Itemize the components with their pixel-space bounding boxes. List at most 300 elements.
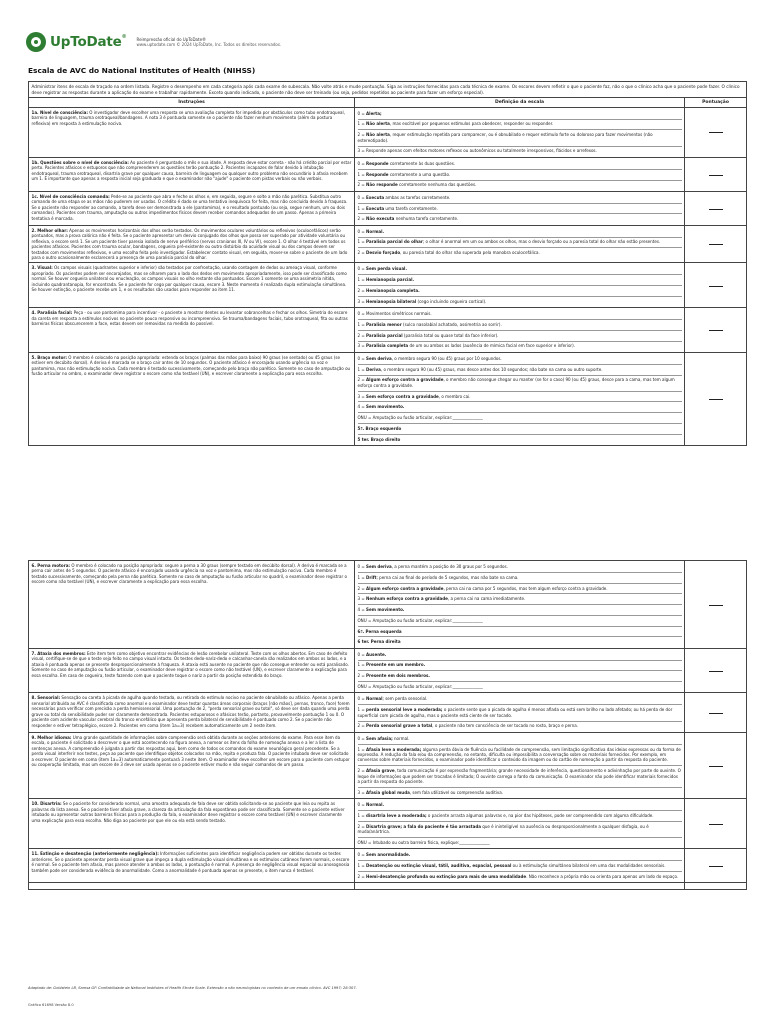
item-title: 1a. Nível de consciência: <box>31 109 89 115</box>
definition-cell <box>355 352 685 445</box>
option-prefix: 2 = <box>357 132 367 138</box>
scale-option <box>358 423 682 432</box>
option-description: ONU = Amputação ou fusão articular, explicar:_______________ <box>357 415 483 421</box>
option-prefix: 1 = <box>357 205 367 211</box>
scale-option <box>358 401 682 410</box>
score-cell[interactable] <box>685 191 747 225</box>
option-label: disartria leve a moderada; <box>366 813 427 819</box>
scale-option <box>358 129 682 144</box>
option-description: ONU = Intubado ou outra barreira física, explique:_______________ <box>357 840 490 846</box>
option-prefix: 1 = <box>357 707 367 713</box>
option-label: Sem deriva <box>366 564 392 569</box>
option-label: Sem deriva <box>366 355 392 361</box>
graphic-version: Gráfico 61698 Versão 8.0 <box>28 1003 74 1007</box>
table-row <box>29 849 747 883</box>
scale-option <box>358 265 682 272</box>
option-prefix: 2 = <box>357 377 367 383</box>
option-prefix: 1 = <box>357 366 367 372</box>
reprint-line-1: Reimpressão oficial do UpToDate® <box>136 36 207 42</box>
option-description: , requer estimulação repetida para comparecer, ou é obnubilado e requer estímulo forte ou doloroso para fazer movimentos (não estereotipado). <box>357 132 653 143</box>
score-cell[interactable] <box>685 648 747 693</box>
scale-option <box>358 583 682 592</box>
score-blank-line <box>709 605 723 606</box>
scale-option <box>358 615 682 624</box>
option-label: Presente em dois membros. <box>366 673 430 679</box>
definition-cell <box>355 799 685 849</box>
empty-cell <box>685 883 747 890</box>
empty-cell <box>29 883 355 890</box>
item-instructions: Uma grande quantidade de informações sobre compreensão será obtida durante as seções anteriores do exame. Para esse item da escala, o paciente é solicitado a descrever o que está acontecendo na figura anexa, a nomear os itens da folha de nomeação anexa e a ler a lista de sentenças anexa. A compreensão é julgada a partir das respostas aqui, bem como de todos os comandos do exame neurológico geral precedente. Se a perda visual interferir nos testes, peça ao paciente que identifique objetos colocados na mão, repita e produza fala. O paciente intubado deve ser solicitado a escrever. O paciente em coma (item 1a=3) automaticamente pontuará 3 neste item. O examinador deve escolher um escore para o paciente com estupor ou cooperação limitada, mas um escore de 3 deve ser usado apenas se o paciente estiver mudo e não seguir comandos de um passo. <box>31 734 350 768</box>
option-prefix: 2 = <box>357 585 367 591</box>
option-label: 6 ter. Perna direita <box>357 639 401 645</box>
option-label: Não executa <box>366 216 395 222</box>
column-header-definition: Definição da escala <box>355 98 685 107</box>
option-label: Alerta; <box>366 110 382 116</box>
option-label: Paralisia completa <box>366 343 409 349</box>
scale-option <box>358 247 682 256</box>
option-description: (sulco nasolabial achatado, assimetria ao sorrir). <box>401 321 502 327</box>
option-label: Sem movimento. <box>366 404 405 410</box>
option-prefix: 0 = <box>357 355 367 361</box>
option-description: , mas excitável por pequenos estímulos para obedecer, responder ou responder. <box>389 121 554 127</box>
scale-option <box>358 851 682 858</box>
table-row <box>29 308 747 353</box>
option-description: uma tarefa corretamente. <box>384 205 438 211</box>
option-description: corretamente a uma questão. <box>388 171 451 177</box>
option-label: Não responde <box>366 182 398 188</box>
definition-cell <box>355 849 685 883</box>
scale-option <box>358 194 682 201</box>
option-label: Sem afasia; <box>366 735 393 741</box>
option-prefix: 1 = <box>357 863 367 869</box>
score-cell[interactable] <box>685 263 747 308</box>
option-prefix: 3 = <box>357 343 367 349</box>
score-blank-line <box>709 713 723 714</box>
scale-option <box>358 821 682 836</box>
option-prefix: 1 = <box>357 746 367 752</box>
scale-option <box>358 375 682 390</box>
item-instructions: O investigador deve escolher uma resposta se uma avaliação completa for impedida por obstáculos como tubo endotraqueal, barreira de linguagem, trauma orotraqueal/bandagens. A nota 3 é pontuada somente se o paciente não fazer nenhum movimento (além da postura reflexiva) em resposta à estimulação nociva. <box>31 109 345 126</box>
option-prefix: 2 = <box>357 673 367 679</box>
option-prefix: 4 = <box>357 607 367 612</box>
option-description: corretamente às duas questões. <box>388 160 456 166</box>
scale-option <box>358 160 682 167</box>
score-blank-line <box>709 209 723 210</box>
item-instructions: Peça - ou use pantomima para incentivar - o paciente a mostrar dentes ou levantar sobrancelhas e fechar os olhos. Simetria do escore da careta em resposta a estímulos nocivos no paciente pouco responsivo ou incompreensivo. Se trauma/bandagens faciais, tubo orotraqueal, fita ou outras barreiras físicas obscurecerem a face, estas devem ser removidas na medida do possível. <box>31 310 348 327</box>
score-cell[interactable] <box>685 693 747 732</box>
scale-option <box>358 213 682 222</box>
score-blank-line <box>709 244 723 245</box>
option-prefix: 1 = <box>357 239 367 245</box>
option-label: Algum esforço contra a gravidade <box>366 585 444 591</box>
instruction-cell <box>29 732 355 799</box>
instruction-cell <box>29 225 355 263</box>
table-row <box>29 693 747 732</box>
option-label: Paralisia parcial do olhar <box>366 239 423 245</box>
scale-option <box>358 721 682 730</box>
scale-option <box>358 285 682 294</box>
option-label: Normal <box>366 696 383 702</box>
instruction-cell <box>29 157 355 191</box>
option-description: , a perna mantém a posição de 30 graus por 5 segundos. <box>391 564 508 569</box>
instruction-cell <box>29 352 355 445</box>
table-row <box>29 799 747 849</box>
option-prefix: 4 = <box>357 404 367 410</box>
item-instructions: Informações suficientes para identificar negligência podem ser obtidas durante os testes anteriores. Se o paciente apresentar perda visual grave que impeça a dupla estimulação visual simultânea e os estímulos cutâneos forem normais, o escore é normal. Se o paciente tem afasia, mas parece atender a ambos os lados, a pontuação é normal. A presença de negligência visual espacial ou anosognosia também pode ser considerada evidência de anormalidade. Como a anormalidade é pontuada apenas se presente, o item nunca é testável. <box>31 851 350 873</box>
scale-option <box>358 355 682 362</box>
option-description: , toda comunicação é por expressão fragmentária; grande necessidade de inferência, questionamento e adivinhação por parte do ouvinte. O leque de informações que podem ser trocadas é limitado; O ouvinte carrega o fardo da comunicação. O examinador não pode identificar materiais fornecidos a partir da resposta do paciente. <box>357 768 681 785</box>
scale-option <box>358 169 682 178</box>
option-description: ; sem perda sensorial. <box>382 696 428 702</box>
option-label: Desvio forçado <box>366 250 401 256</box>
score-blank-line <box>709 330 723 331</box>
option-label: 5ª. Braço esquerdo <box>357 425 402 431</box>
item-title: 11. Extinção e desatenção (anteriormente negligência): <box>31 851 159 857</box>
blank-row <box>29 883 747 890</box>
reprint-notice <box>136 37 281 48</box>
scale-option <box>358 341 682 350</box>
item-instructions: O membro é colocado na posição apropriada: segure a perna a 30 graus (sempre testado em decúbito dorsal). A deriva é marcada se a perna cair antes de 5 segundos. O paciente afásico é encorajado usando urgência na voz e pantomima, mas não estimulação nociva. Cada membro é testado sucessivamente, começando pela perna não parética. Somente no caso de amputação ou fusão articular no quadril, o examinador deve registrar o escore como não testável (UN), e escrever claramente a explicação para essa escolha. <box>31 563 347 585</box>
option-label: Afasia leve a moderada; <box>366 746 422 752</box>
option-prefix: 1 = <box>357 121 367 127</box>
option-description: ONU = Amputação ou fusão articular, explicar:_______________ <box>357 617 483 623</box>
option-description: Responde apenas com efeitos motores reflexos ou autonômicos ou totalmente irresponsivos, flácidos e arrefexos. <box>366 148 597 154</box>
instruction-cell <box>29 107 355 157</box>
option-label: Algum esforço contra a gravidade <box>366 377 444 383</box>
score-cell[interactable] <box>685 157 747 191</box>
scale-option <box>358 391 682 400</box>
option-label: Hemianopsia completa. <box>366 287 420 293</box>
option-label: 6ª. Perna esquerda <box>357 628 402 634</box>
instruction-cell <box>29 561 355 649</box>
scale-option <box>358 801 682 808</box>
item-title: 4. Paralisia facial: <box>31 310 73 316</box>
option-prefix: 0 = <box>357 311 367 317</box>
empty-cell <box>355 883 685 890</box>
definition-cell <box>355 308 685 353</box>
option-prefix: 2 = <box>357 182 367 188</box>
uptodate-logo-icon <box>26 32 46 52</box>
option-description: , a perna cai na cama imediatamente. <box>447 596 526 602</box>
score-blank-line <box>709 286 723 287</box>
scale-option <box>358 310 682 317</box>
option-label: Hemi-desatenção profunda ou extinção para mais de uma modalidade <box>366 873 527 879</box>
option-description: nenhuma tarefa corretamente. <box>394 216 459 222</box>
option-description: normal. <box>392 735 410 741</box>
option-label: Responde <box>366 160 389 166</box>
item-instructions: Este item tem como objetivo encontrar evidências de lesão cerebelar unilateral. Teste com os olhos abertos. Em caso de defeito visual, certifique-se de que o teste seja feito no campo visual intacto. Os testes dedo-nariz-dedo e calcanhar-canela são realizados em ambos os lados, e a ataxia é pontuada apenas se presente desproporcionalmente à fraqueza. A ataxia está ausente no paciente que não consegue entender ou está paralisado. Somente no caso de amputação ou fusão articular, o examinador deve registrar o escore como não testável (UN), e escrever claramente a explicação para essa escolha. Em caso de cegueira, teste fazendo com que o paciente toque o nariz a partir da posição estendida do braço. <box>31 650 349 678</box>
option-description: o paciente arrasta algumas palavras e, na pior das hipóteses, pode ser compreendido com alguma dificuldade. <box>426 813 654 819</box>
option-label: Sem movimento. <box>366 607 405 612</box>
option-prefix: 1 = <box>357 574 367 580</box>
option-prefix: 0 = <box>357 696 367 702</box>
option-prefix: 0 = <box>357 651 367 657</box>
option-description: o paciente sente que a picada de agulha é menos afiada ou está sem brilho no lado afetado; ou há perda de dor superficial com picada de agulha, mas o paciente está ciente de ser tocado. <box>357 707 673 718</box>
option-description: , sem fala utilizável ou compreensão auditiva. <box>409 789 504 795</box>
scale-option <box>358 296 682 305</box>
option-description: , perna cai na cama por 5 segundos, mas tem algum esforço contra a gravidade. <box>443 585 608 591</box>
score-cell[interactable] <box>685 732 747 799</box>
score-cell[interactable] <box>685 561 747 649</box>
option-description: ou à estimulação simultânea bilateral em uma das modalidades sensoriais. <box>511 863 666 869</box>
option-description: ; o olhar é anormal em um ou ambos os olhos, mas o desvio forçado ou a paresia total do olhar não estão presentes. <box>422 239 661 245</box>
score-blank-line <box>709 824 723 825</box>
uptodate-logo <box>26 32 281 52</box>
instruction-cell <box>29 799 355 849</box>
instruction-cell <box>29 693 355 732</box>
option-description: ambas as tarefas corretamente. <box>384 194 451 200</box>
option-prefix: 2 = <box>357 250 367 256</box>
table-row <box>29 263 747 308</box>
scale-option <box>358 765 682 785</box>
definition-cell <box>355 191 685 225</box>
table-row <box>29 191 747 225</box>
option-label: 5 ter. Braço direito <box>357 436 401 442</box>
scale-option <box>358 604 682 613</box>
option-prefix: 2 = <box>357 723 367 729</box>
scale-option <box>358 704 682 719</box>
score-blank-line <box>709 766 723 767</box>
instruction-cell <box>29 263 355 308</box>
option-prefix: 1 = <box>357 171 367 177</box>
scale-option <box>358 434 682 443</box>
scale-option <box>358 744 682 764</box>
instruction-cell <box>29 191 355 225</box>
scale-option <box>358 330 682 339</box>
item-instructions: Sensação ou careta à picada de agulha quando testada, ou retirada do estímulo nocivo no paciente obnubilado ou afásico. Apenas a perda sensorial atribuída ao AVC é classificada como anormal e o examinador deve testar quantas áreas corporais (braços [não mãos], pernas, tronco, face) forem necessárias para verificar com precisão a perda hemissensorial. Uma pontuação de 2, "perda sensorial grave ou total", só deve ser dada quando uma perda grave ou total da sensibilidade puder ser claramente demonstrada. Pacientes estuporosos e afásicos terão, portanto, provavelmente pontuação 1 ou 0. O paciente com acidente vascular cerebral do tronco encefálico que apresenta perda bilateral de sensibilidade é pontuado como 2. Se o paciente não responder e estiver tetraplégico, escore 2. Pacientes em coma (item 1a=3) recebem automaticamente um 2 neste item. <box>31 695 350 728</box>
item-title: 1c. Nível de consciência comanda: <box>31 193 110 199</box>
option-description: , o membro não consegue chegar ou manter (se for o caso) 90 (ou 45) graus, desce para a cama, mas tem algum esforço contra a gravidade. <box>357 377 675 388</box>
scale-option <box>358 203 682 212</box>
scale-option <box>358 871 682 880</box>
item-title: 10. Disartria: <box>31 801 62 807</box>
option-label: Drift <box>366 574 377 580</box>
option-description: Movimentos simétricos normais. <box>366 311 432 317</box>
score-cell[interactable] <box>685 308 747 353</box>
scale-option <box>358 110 682 117</box>
option-prefix: 1 = <box>357 321 367 327</box>
option-prefix: 1 = <box>357 813 367 819</box>
option-label: Executa <box>366 194 385 200</box>
definition-cell <box>355 157 685 191</box>
option-label: Afasia grave <box>366 768 395 774</box>
option-prefix: 2 = <box>357 287 367 293</box>
option-prefix: 0 = <box>357 852 367 858</box>
scale-option <box>358 572 682 581</box>
scale-option <box>358 810 682 819</box>
definition-cell <box>355 693 685 732</box>
scale-option <box>358 670 682 679</box>
score-blank-line <box>709 671 723 672</box>
option-description: (paralisia total ou quase total da face inferior). <box>402 332 499 338</box>
option-label: Nenhum esforço contra a gravidade <box>366 596 448 602</box>
option-label: Deriva <box>366 366 381 372</box>
option-prefix: 0 = <box>357 564 367 569</box>
option-prefix: 0 = <box>357 194 367 200</box>
score-blank-line <box>709 175 723 176</box>
option-prefix: 2 = <box>357 332 367 338</box>
scale-option <box>358 787 682 796</box>
option-label: Sem anormalidade. <box>366 852 411 858</box>
scale-option <box>358 364 682 373</box>
item-title: 8. Sensorial: <box>31 695 61 701</box>
item-instructions: Apenas os movimentos horizontais dos olhos serão testados. Os movimentos oculares voluntários ou reflexivos (oculocefálicos) serão pontuados, mas a prova calórica não é feita. Se o paciente apresentar um desvio conjugado dos olhos que possa ser superado por atividade voluntária ou reflexiva, o escore será 1. Se um paciente tiver paresia isolada de nervo periférico (nervos cranianos III, IV ou VI), escore 1. O olhar é testável em todos os pacientes afásicos. Pacientes com trauma ocular, bandagens, cegueira pré-existente ou outro distúrbio da acuidade visual ou dos campos devem ser testados com movimentos reflexivos, e uma escolha feita pelo investigador. Estabelecer contato visual, em seguida, mover-se sobre o paciente de um lado para o outro ocasionalmente esclarecerá a presença de uma paralisia parcial do olhar. <box>31 227 348 260</box>
item-title: 6. Perna motora: <box>31 563 71 568</box>
option-label: Afasia global muda <box>366 789 410 795</box>
option-prefix: 2 = <box>357 216 367 222</box>
item-title: 2. Melhor olhar: <box>31 227 68 233</box>
table-row <box>29 732 747 799</box>
scale-option <box>358 319 682 328</box>
option-label: Sem perda visual. <box>366 266 407 272</box>
option-description: , o paciente não tem consciência de ser tocado no rosto, braço e perna. <box>432 723 578 729</box>
scale-option <box>358 119 682 128</box>
option-prefix: 3 = <box>357 393 367 399</box>
intro-text: Administrar itens de escala de traçado na ordem listada. Registre o desempenho em cada categoria após cada exame de subescala. Não volte atrás e mude pontuação. Siga as instruções fornecidas para cada técnica de exame. Os escores devem refletir o que o paciente faz, não o que o clínico acha que o paciente pode fazer. O clínico deve registrar as respostas durante a aplicação do exame e trabalhar rapidamente. Exceto quando indicado, o paciente não deve ser treinado (ou seja, pedidos repetidos ao paciente para fazer um esforço especial). <box>29 82 747 98</box>
option-description: (cego incluindo cegueira cortical). <box>416 298 487 304</box>
option-description: ; perna cai ao final do período de 5 segundos, mas não bate na cama. <box>376 574 519 580</box>
option-label: Hemianopsia parcial. <box>366 277 415 283</box>
instruction-cell <box>29 849 355 883</box>
score-blank-line <box>709 399 723 400</box>
option-label: Ausente. <box>366 651 387 657</box>
item-title: 5. Braço motor: <box>31 354 67 360</box>
scale-option <box>358 237 682 246</box>
option-description: , o membro segura 90 (ou 45) graus, mas desce antes dos 10 segundos; não bate na cama ou outro suporte. <box>380 366 603 372</box>
option-description: , o membro cai. <box>438 393 471 399</box>
option-description: , o membro segura 90 (ou 45) graus por 10 segundos. <box>391 355 502 361</box>
document-title: Escala de AVC do National Institutes of Health (NIHSS) <box>28 66 256 75</box>
option-description: ONU = Amputação ou fusão articular, explicar:_______________ <box>357 683 483 689</box>
score-cell[interactable] <box>685 849 747 883</box>
scale-option <box>358 735 682 742</box>
scale-option <box>358 274 682 283</box>
option-label: perda sensorial leve a moderada; <box>366 707 443 713</box>
item-title: 9. Melhor idioma: <box>31 734 72 740</box>
option-description: , ou paresia total do olhar não superada pela manobra oculocefálica. <box>400 250 540 256</box>
table-row <box>29 157 747 191</box>
option-label: Paralisia parcial <box>366 332 403 338</box>
item-title: 1b. Questões sobre o nível de consciência: <box>31 159 129 165</box>
nihss-table-part1 <box>28 81 747 446</box>
scale-option <box>358 146 682 155</box>
item-instructions: O membro é colocado na posição apropriada: estenda os braços (palmas das mãos para baixo) 90 graus (se sentado) ou 45 graus (se estiver em decúbito dorsal). A deriva é marcada se o braço cair antes de 10 segundos. O paciente afásico é encorajado usando urgência na voz e pantomima, mas não estimulação nociva. Cada membro é testado sucessivamente, começando pelo braço não parético. Somente no caso de amputação ou fusão articular no ombro, o examinador deve registrar o escore como não testável (UN), e escrever claramente a explicação para essa escolha. <box>31 354 351 377</box>
scale-option <box>358 593 682 602</box>
scale-option <box>358 626 682 635</box>
score-cell[interactable] <box>685 225 747 263</box>
definition-cell <box>355 732 685 799</box>
option-prefix: 0 = <box>357 110 367 116</box>
instruction-cell <box>29 308 355 353</box>
definition-cell <box>355 225 685 263</box>
scale-option <box>358 636 682 645</box>
definition-cell <box>355 107 685 157</box>
score-cell[interactable] <box>685 799 747 849</box>
definition-cell <box>355 648 685 693</box>
option-description: de um ou ambos os lados (ausência de mímica facial em face superior e inferior). <box>408 343 575 349</box>
instruction-cell <box>29 648 355 693</box>
scale-option <box>358 860 682 869</box>
option-prefix: 1 = <box>357 277 367 283</box>
option-label: Paralisia menor <box>366 321 402 327</box>
option-prefix: 2 = <box>357 768 367 774</box>
nihss-table-part2 <box>28 560 747 890</box>
option-label: Perda sensorial grave a total <box>366 723 433 729</box>
option-label: Não alerta <box>366 121 390 127</box>
option-label: Não alerta <box>366 132 390 138</box>
score-blank-line <box>709 866 723 867</box>
option-prefix: 0 = <box>357 802 367 808</box>
table-row <box>29 561 747 649</box>
scale-option <box>358 681 682 690</box>
scale-option <box>358 563 682 570</box>
option-prefix: 3 = <box>357 789 367 795</box>
scale-option <box>358 651 682 658</box>
option-prefix: 2 = <box>357 873 367 879</box>
column-header-instructions: Instruções <box>29 98 355 107</box>
scale-option <box>358 695 682 702</box>
scale-option <box>358 660 682 669</box>
option-label: Executa <box>366 205 385 211</box>
option-label: Sem esforço contra a gravidade <box>366 393 439 399</box>
item-title: 7. Ataxia dos membros: <box>31 650 86 656</box>
table-row <box>29 107 747 157</box>
option-label: Disartria grave; a fala do paciente é tão arrastada <box>366 823 481 829</box>
option-prefix: 0 = <box>357 228 367 234</box>
option-label: Hemianopsia bilateral <box>366 298 417 304</box>
scale-option <box>358 412 682 421</box>
item-instructions: Ao paciente é perguntado o mês e sua idade. A resposta deve estar correta - não há crédito parcial por estar perto. Pacientes afásicos e estuporos que não compreenderem as questões terão pontuação 2. Pacientes incapazes de falar devido à intubação endotraqueal, trauma orotraqueal, disartria grave por qualquer causa, barreira de linguagem ou qualquer outro problema não secundário à afasia recebem um 1. É importante que apenas a resposta inicial seja graduada e que o examinador não "ajude" o paciente com pistas verbais ou não verbais. <box>31 159 352 182</box>
option-prefix: 3 = <box>357 298 367 304</box>
option-prefix: 2 = <box>357 823 367 829</box>
option-prefix: 0 = <box>357 735 367 741</box>
score-cell[interactable] <box>685 107 747 157</box>
reprint-line-2: www.uptodate.com © 2024 UpToDate, Inc. Todos os direitos reservados. <box>136 42 282 47</box>
table-row <box>29 225 747 263</box>
option-label: Presente em um membro. <box>366 662 426 668</box>
logo-text: UpToDate® <box>50 34 127 50</box>
score-cell[interactable] <box>685 352 747 445</box>
option-description: alguma perda óbvia de fluência ou facilidade de compreensão, sem limitação significativa das ideias expressas ou da forma de expressão. A redução da fala e/ou da compreensão, no entanto, dificulta ou impossibilita a conversação sobre os materiais fornecidos. Por exemplo, em conversas sobre materiais fornecidos, o examinador pode identificar o conteúdo da imagem ou do cartão de nomeação a partir da resposta do paciente. <box>357 746 681 763</box>
option-prefix: 3 = <box>357 596 367 602</box>
table-row <box>29 648 747 693</box>
option-label: Desatenção ou extinção visual, tátil, auditiva, espacial, pessoal <box>366 863 512 869</box>
option-prefix: 0 = <box>357 266 367 272</box>
definition-cell <box>355 263 685 308</box>
definition-cell <box>355 561 685 649</box>
option-description: corretamente nenhuma das questões. <box>397 182 477 188</box>
option-prefix: 1 = <box>357 662 367 668</box>
item-instructions: Os campos visuais (quadrantes superior e inferior) são testados por confrontação, usando contagem de dedos ou ameaça visual, conforme apropriado. Os pacientes podem ser encorajados, mas se olharem para o lado dos dedos em movimento apropriadamente, isso pode ser classificado como normal. Se houver cegueira unilateral ou enucleação, os campos visuais no olho restante são pontuados. Escore 1 somente se uma assimetria nítida, incluindo quadrantanopia, for encontrada. Se o paciente for cego por qualquer causa, escore 3. Neste momento é realizada dupla estimulação simultânea. Se houver extinção, o paciente recebe um 1, e os resultados são usados para responder ao item 11. <box>31 265 347 293</box>
option-prefix: 0 = <box>357 160 367 166</box>
source-footnote: Adaptado de: Goldstein LB, Samsa GP. Confiabilidade da National Institutes of Health Stroke Scale. Extensão a não neurologistas no contexto de um ensaio clínico. AVC 1997; 28:307. <box>28 986 357 990</box>
scale-option <box>358 180 682 189</box>
scale-option <box>358 837 682 846</box>
table-row <box>29 352 747 445</box>
option-description: . Não reconhece a própria mão ou orienta para apenas um lado do espaço. <box>526 873 679 879</box>
score-blank-line <box>709 132 723 133</box>
option-prefix: 3 = <box>357 148 367 154</box>
scale-option <box>358 228 682 235</box>
item-instructions: Pede-se ao paciente que abra e feche os olhos e, em seguida, segure e solte a mão não parética. Substitua outro comando de uma etapa se as mãos não puderem ser usadas. O crédito é dado se uma tentativa inequívoca for feita, mas não concluída devido à fraqueza. Se o paciente não responder ao comando, a tarefa deve ser demonstrada a ele (pantomima), e o resultado pontuado (ou seja, segue nenhum, um ou dois comandos). Pacientes com trauma, amputação ou outros impedimentos físicos devem receber comandos adequados de um passo. Apenas a primeira tentativa é marcada. <box>31 193 348 221</box>
option-label: Normal. <box>366 802 385 808</box>
option-label: Responde <box>366 171 389 177</box>
option-label: Normal. <box>366 228 385 234</box>
item-title: 3. Visual: <box>31 265 53 271</box>
column-header-score: Pontuação <box>685 98 747 107</box>
option-description: que é ininteligível na ausência ou desproporcionalmente a qualquer disfagia, ou é muda/anártrica. <box>357 823 649 835</box>
item-instructions: Se o paciente for considerado normal, uma amostra adequada de fala deve ser obtida solicitando-se ao paciente que leia ou repita as palavras da lista anexa. Se o paciente tiver afasia grave, a clareza da articulação da fala espontânea pode ser classificada. Somente se o paciente estiver intubado ou apresentar outras barreiras físicas para a produção da fala, o examinador deve registrar o escore como testável (UN) e escrever claramente uma explicação para essa escolha. Não diga ao paciente por que ele ou ela está sendo testado. <box>31 801 345 823</box>
